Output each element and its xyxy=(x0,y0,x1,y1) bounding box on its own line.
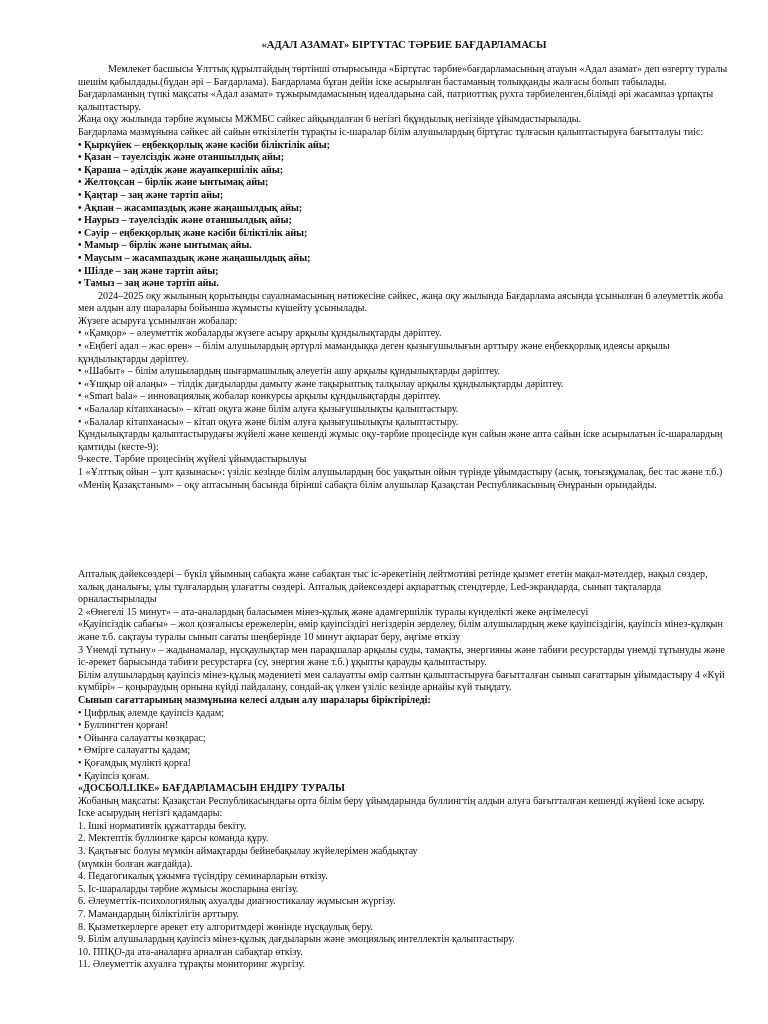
activity-item: 3 Үнемді тұтыну» – жадынамалар, нұсқаулықтар мен парақшалар арқылы суды, тамақты, энергияны және табиғи ресурстарды үнемді тұтынуды және іс-әрекет барысында табиғи ресурстарға (су, энергия және т.б.) ұқыпты қарауды қалыптастыру. xyxy=(78,644,726,669)
intro-paragraph: Жаңа оқу жылында тәрбие жұмысы МЖМБС сәйкес айқындалған 6 негізгі бқұндылық негізінде ұйымдастырылады. xyxy=(78,114,582,126)
month-item: • Тамыз – заң және тәртіп айы. xyxy=(78,278,219,290)
project-item: • «Smart bala» – инновациялық жобалар конкурсы арқылы құндылықтарды дәріптеу. xyxy=(78,391,441,403)
survey-paragraph: 2024–2025 оқу жылының қорытынды сауалнамасының нәтижесіне сәйкес, жаңа оқу жылында Бағдарлама аясында ұсынылған 6 әлеуметтік жоба мен алдын алу шаралары бойынша жұмысты күшейту ұсынылады. xyxy=(78,290,724,315)
step-item: 10. ППҚО-да ата-аналарға арналған сабақтар өткізу. xyxy=(78,946,303,958)
class-hour-item: • Буллингтен қорған! xyxy=(78,720,169,732)
step-item: 1. Ішкі нормативтік құжаттарды бекіту. xyxy=(78,820,247,832)
project-item: • «Ұшқыр ой алаңы» – тілдік дағдыларды дамыту және тақырыптық талқылау арқылы құндылықтарды дәріптеу. xyxy=(78,378,564,390)
activity-item: 2 «Өнегелі 15 минут» – ата-аналардың баласымен мінез-құлық және адамгершілік туралы күнделікті жеке әңгімелесуі xyxy=(78,606,589,618)
table-row: «Менің Қазақстаным» – оқу аптасының басында бірінші сабақта білім алушылар Қазақстан Республикасының Әнұранын орындайды. xyxy=(78,479,657,491)
step-item: 3. Қақтығыс болуы мүмкін аймақтарды бейнебақылау жүйелерімен жабдықтау xyxy=(78,846,418,858)
table-caption: 9-кесте. Тәрбие процесінің жүйелі ұйымдастырылуы xyxy=(78,454,307,466)
class-hour-item: • Өмірге салауатты қадам; xyxy=(78,745,191,757)
class-hour-item: • Қоғамдық мүлікті қорға! xyxy=(78,757,191,769)
section-intro xyxy=(78,64,730,492)
projects-heading: Жүзеге асыруға ұсынылған жобалар: xyxy=(78,315,238,327)
month-item: • Қазан – тәуелсіздік және отаншылдық айы; xyxy=(78,152,285,164)
project-item: • «Шабыт» – білім алушылардың шығармашылық әлеуетін ашу арқылы құндылықтарды дәріптеу. xyxy=(78,366,501,378)
month-item: • Қыркүйек – еңбекқорлық және кәсіби біліктілік айы; xyxy=(78,139,330,151)
month-item: • Желтоқсан – бірлік және ынтымақ айы; xyxy=(78,177,269,189)
class-hour-item: • Цифрлық әлемде қауіпсіз қадам; xyxy=(78,707,225,719)
month-item: • Қаңтар – заң және тәртіп айы; xyxy=(78,189,224,201)
class-hours-heading: Сынып сағаттарының мазмұнына келесі алдын алу шаралары біріктіріледі: xyxy=(78,694,431,706)
class-hour-item: • Қауіпсіз қоғам. xyxy=(78,770,150,782)
document-title: «АДАЛ АЗАМАТ» БІРТҰТАС ТӘРБИЕ БАҒДАРЛАМАСЫ xyxy=(261,40,547,51)
project-item: • «Қамқор» – әлеуметтік жобаларды жүзеге асыру арқылы құндылықтарды дәріптеу. xyxy=(78,328,442,340)
step-item: 9. Білім алушылардың қауіпсіз мінез-құлық дағдыларын және эмоциялық интеллектін қалыптастыру. xyxy=(78,934,515,946)
month-item: • Ақпан – жасампаздық және жаңашылдық айы; xyxy=(78,202,303,214)
values-paragraph: Құндылықтарды қалыптастырудағы жүйелі және кешенді жұмыс оқу-тәрбие процесінде күн сайын және апта сайын іске асырылатын іс-шаралардың қамтиды (кесте-9): xyxy=(78,429,723,453)
month-item: • Шілде – заң және тәртіп айы; xyxy=(78,265,219,277)
month-item: • Наурыз – тәуелсіздік және отаншылдық айы; xyxy=(78,215,292,227)
step-item: 5. Іс-шараларды тәрбие жұмысы жоспарына енгізу. xyxy=(78,883,299,895)
months-list xyxy=(78,140,730,291)
weekly-paragraph: Апталық дәйексөздері – бүкіл ұйымның сабақта және сабақтан тыс іс-әрекетінің лейтмотиві ретінде қызмет ететін мақал-мәтелдер, нақыл сөздер, халық даналығы, ұлы тұлғалардың ұлағатты сөздері. Апталық дәйексөздері ақпараттық стендтерде, Led-экрандарда, сынып тақталарда орналастырылады xyxy=(78,569,708,606)
month-item: • Қараша – әділдік және жауапкершілік айы; xyxy=(78,164,284,176)
intro-paragraph: Бағдарлама мазмұнына сәйкес ай сайын өткізілетін тұрақты іс-шаралар білім алушылардың біртұтас тұлғасын қалыптастыруға бағытталуы тиіс: xyxy=(78,126,704,138)
month-item: • Маусым – жасампаздық және жаңашылдық айы; xyxy=(78,252,311,264)
step-item: 11. Әлеуметтік ахуалға тұрақты мониторинг жүргізу. xyxy=(78,959,305,971)
project-item: • «Еңбегі адал – жас өрен» – білім алушылардың әртүрлі мамандыққа деген қызығушылығын арттыру және еңбекқорлық идеясы арқылы құндылықтарды дәріптеу. xyxy=(78,341,670,365)
class-hour-item: • Ойынға салауатты көзқарас; xyxy=(78,732,206,744)
step-item: 4. Педагогикалық ұжымға түсіндіру семинарларын өткізу. xyxy=(78,871,328,883)
dosbol-heading: «ДОСБОЛ.LIKE» БАҒДАРЛАМАСЫН ЕНДІРУ ТУРАЛЫ xyxy=(78,783,345,795)
project-item: • «Балалар кітапханасы» – кітап оқуға және білім алуға қызығушылықты қалыптастыру. xyxy=(78,404,459,416)
steps-heading: Іске асырудың негізгі қадамдары: xyxy=(78,808,223,820)
month-item: • Мамыр – бірлік және ынтымақ айы. xyxy=(78,240,252,252)
step-item: 7. Мамандардың біліктілігін арттыру. xyxy=(78,909,240,921)
dosbol-goal: Жобаның мақсаты: Қазақстан Республикасындағы орта білім беру ұйымдарында буллингтің алдын алуға бағытталған кешенді жүйені іске асыру. xyxy=(78,795,705,807)
step-item: (мүмкін болған жағдайда). xyxy=(78,858,193,870)
section-weekly xyxy=(78,569,730,972)
step-item: 6. Әлеуметтік-психологиялық ахуалды диагностикалау жұмысын жүргізу. xyxy=(78,896,396,908)
table-row: 1 «Ұлттық ойын – ұлт қазынасы»: үзіліс кезінде білім алушылардың бос уақытын ойын түрінде ұйымдастыру (асық, тоғызқұмалақ, бес тас және т.б.) xyxy=(78,467,723,478)
activity-item: «Қауіпсіздік сабағы» – жол қозғалысы ережелерін, өмір қауіпсіздігі негіздерін зерделеу, білім алушылардың жеке қауіпсіздігін, қауіпсіз мінез-құлқын және т.б. сақтауы туралы сынып сағаты шеңберінде 10 минут ақпарат беру, әңгіме өткізу xyxy=(78,619,723,643)
intro-paragraph: Мемлекет басшысы Ұлттық құрылтайдың төртінші отырысында «Біртұтас тәрбие»бағдарламасының атауын «Адал азамат» деп өзгерту туралы шешім қабылдады.(бұдан әрі – Бағдарлама). Бағдарлама бұған дейін іске асырылған бастаманың толыққанды жалғасы болып табылады. Бағдарламаның түпкі мақсаты «Адал азамат» тұжырымдамасының идеалдарына сай, патриоттық рухта тәрбиеленген,білімді әрі жасампаз ұрпақты қалыптастыру. xyxy=(78,64,728,113)
step-item: 8. Қызметкерлерге әрекет ету алгоритмдері жөнінде нұсқаулық беру. xyxy=(78,921,373,933)
activity-item: Білім алушылардың қауіпсіз мінез-құлық мәдениеті мен салауатты өмір салтын қалыптастыруға бағытталған сынып сағаттарын ұйымдастыру 4 «Күй күмбірі» – қоңыраудың орнына күйді пайдалану, сондай-ақ үлкен үзіліс кезінде арнайы күй тыңдату. xyxy=(78,669,725,694)
project-item: • «Балалар кітапханасы» – кітап оқуға және білім алуға қызығушылықты қалыптастыру. xyxy=(78,416,459,428)
month-item: • Сәуір – еңбекқорлық және кәсіби біліктілік айы; xyxy=(78,227,308,239)
step-item: 2. Мектептік буллингке қарсы команда құру. xyxy=(78,833,269,845)
